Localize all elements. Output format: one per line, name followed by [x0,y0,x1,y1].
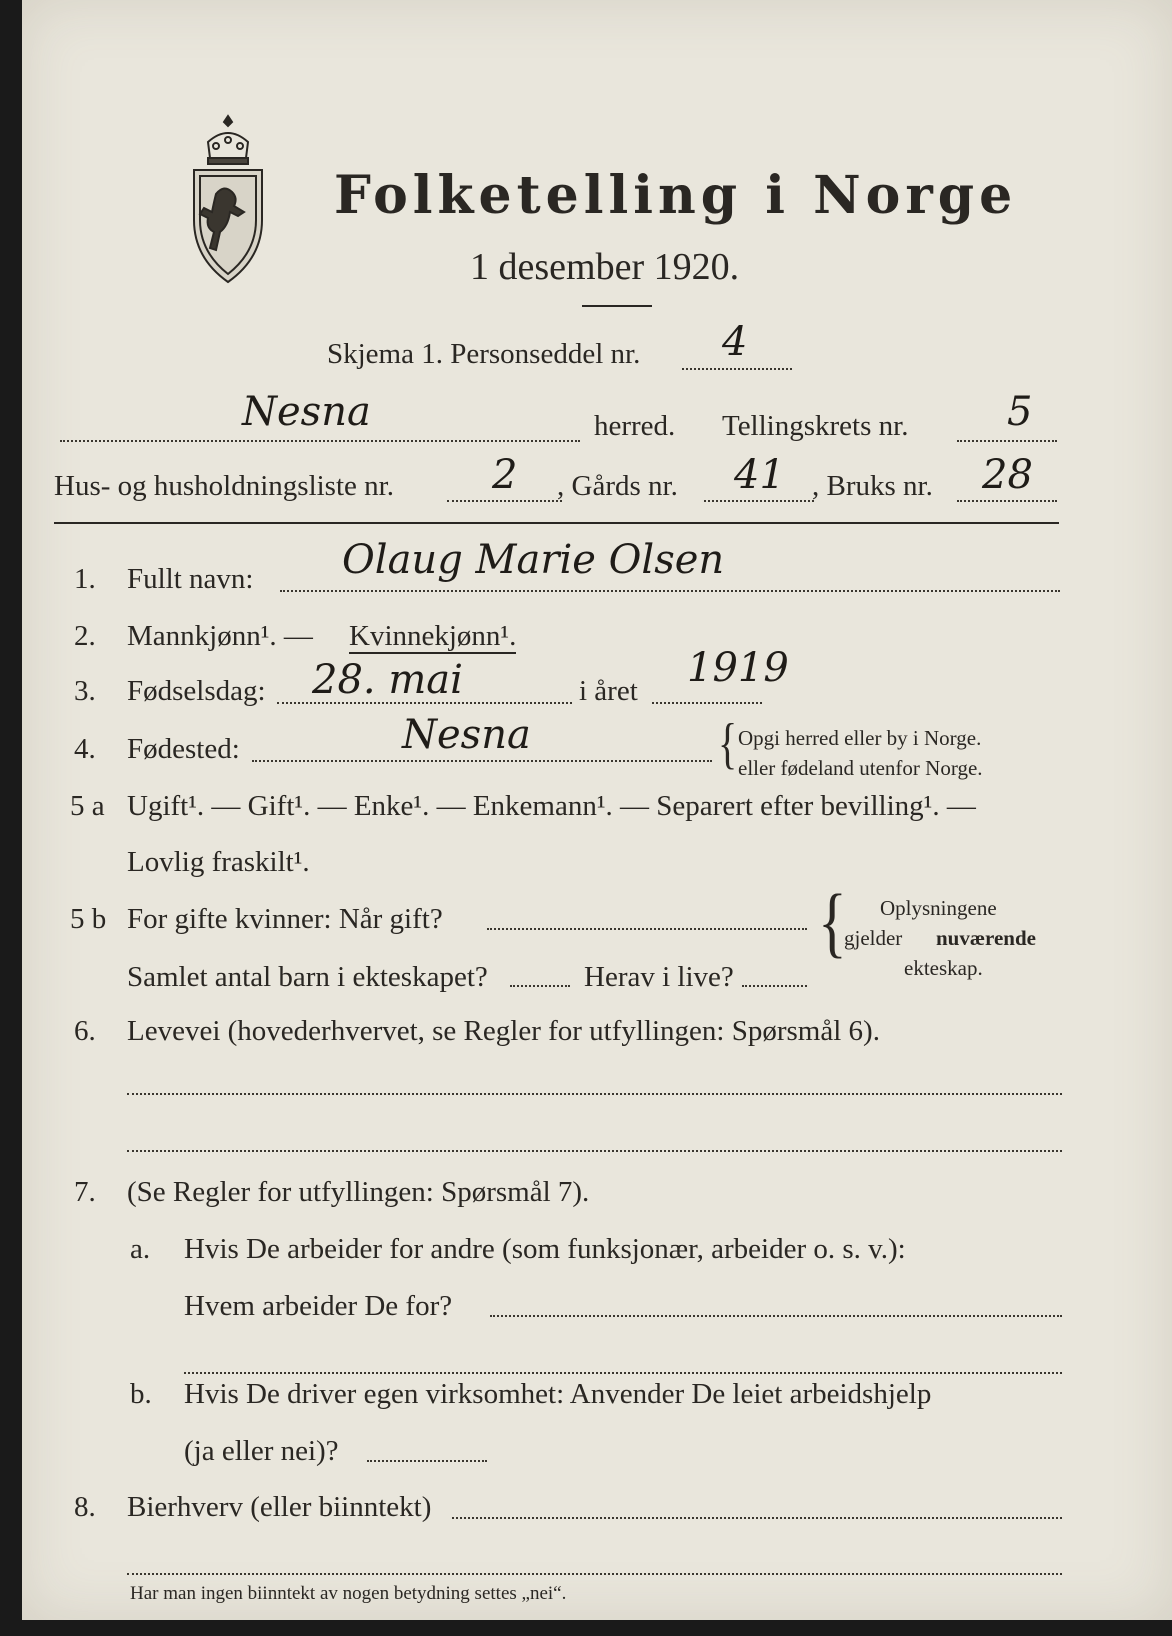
bruks-label: , Bruks nr. [812,470,933,502]
q4-birthplace: Nesna [402,712,531,758]
census-date: 1 desember 1920. [470,246,740,288]
q4-note-line2: eller fødeland utenfor Norge. [738,756,983,780]
q2-female-underlined: Kvinnekjønn¹. [349,620,517,652]
herred-value: Nesna [242,389,371,435]
q5b-number: 5 b [70,903,107,935]
q7-number: 7. [74,1176,96,1208]
q6-dotline-2 [127,1150,1062,1152]
q7-label: (Se Regler for utfyllingen: Spørsmål 7). [127,1176,590,1208]
q5b-children-label: Samlet antal barn i ekteskapet? [127,961,488,993]
header-rule [54,522,1059,524]
q5b-married-label: For gifte kvinner: Når gift? [127,903,443,935]
tellingskrets-dotline [957,440,1057,442]
q1-dotline [280,590,1060,592]
q7b-dotline [367,1460,487,1462]
gards-label: , Gårds nr. [557,470,678,502]
bruks-dotline [957,500,1057,502]
q1-number: 1. [74,563,96,595]
q5a-options-line2: Lovlig fraskilt¹. [127,846,310,878]
tellingskrets-value: 5 [1007,389,1033,435]
census-form [22,0,1172,1620]
q5b-married-dotline [487,928,807,930]
q1-label: Fullt navn: [127,563,254,595]
q6-label: Levevei (hovederhvervet, se Regler for utfyllingen: Spørsmål 6). [127,1015,880,1047]
q5b-brace-icon: { [818,879,847,965]
herred-dotline [60,440,580,442]
schema-dotline [682,368,792,370]
q5b-children-dotline [510,985,570,987]
title-divider [582,305,652,307]
hus-value: 2 [492,452,518,498]
q3-year: 1919 [687,645,789,691]
q1-full-name: Olaug Marie Olsen [342,537,725,583]
gards-dotline [704,500,814,502]
q8-dotline-1 [452,1517,1062,1519]
q5b-note-line3: ekteskap. [904,956,983,980]
q5b-note-line1: Oplysningene [880,896,997,920]
q8-label: Bierhverv (eller biinntekt) [127,1491,432,1523]
q6-dotline-1 [127,1093,1062,1095]
q5a-options: Ugift¹. — Gift¹. — Enke¹. — Enkemann¹. — Separert efter bevilling¹. — [127,790,976,822]
q4-number: 4. [74,733,96,765]
q4-dotline [252,760,712,762]
footer-note: Har man ingen biinntekt av nogen betydning settes „nei“. [130,1583,567,1604]
q2-number: 2. [74,620,96,652]
q7a-line1: Hvis De arbeider for andre (som funksjonær, arbeider o. s. v.): [184,1233,906,1265]
q7b-letter: b. [130,1378,152,1410]
coat-of-arms-icon [182,112,274,287]
q5b-alive-label: Herav i live? [584,961,734,993]
q4-brace-icon: { [718,711,738,775]
q8-number: 8. [74,1491,96,1523]
q3-number: 3. [74,675,96,707]
q5b-note-line2b: nuværende [936,926,1036,950]
q5b-note-line2a: gjelder [844,926,903,950]
q2-male: Mannkjønn¹. — [127,620,313,652]
q3-birthday: 28. mai [312,657,463,703]
q8-dotline-2 [127,1573,1062,1575]
form-title: Folketelling i Norge [334,165,1018,226]
q7a-letter: a. [130,1233,151,1265]
q7a-dotline-1 [490,1315,1062,1317]
q3-label: Fødselsdag: [127,675,266,707]
q5b-alive-dotline [742,985,807,987]
q7b-line1: Hvis De driver egen virksomhet: Anvender De leiet arbeidshjelp [184,1378,932,1410]
bruks-value: 28 [982,452,1033,498]
q5a-number: 5 a [70,790,105,822]
q7b-line2: (ja eller nei)? [184,1435,339,1467]
q3-year-dotline [652,702,762,704]
q4-label: Fødested: [127,733,240,765]
herred-label: herred. [594,410,676,442]
q7a-line2: Hvem arbeider De for? [184,1290,453,1322]
q3-year-label: i året [579,675,638,707]
hus-dotline [447,500,562,502]
gards-value: 41 [734,452,785,498]
tellingskrets-label: Tellingskrets nr. [722,410,909,442]
q7a-dotline-2 [184,1372,1062,1374]
schema-label: Skjema 1. Personseddel nr. [327,338,641,370]
schema-value: 4 [722,319,748,365]
q4-note-line1: Opgi herred eller by i Norge. [738,726,982,750]
q6-number: 6. [74,1015,96,1047]
hus-label: Hus- og husholdningsliste nr. [54,470,394,502]
